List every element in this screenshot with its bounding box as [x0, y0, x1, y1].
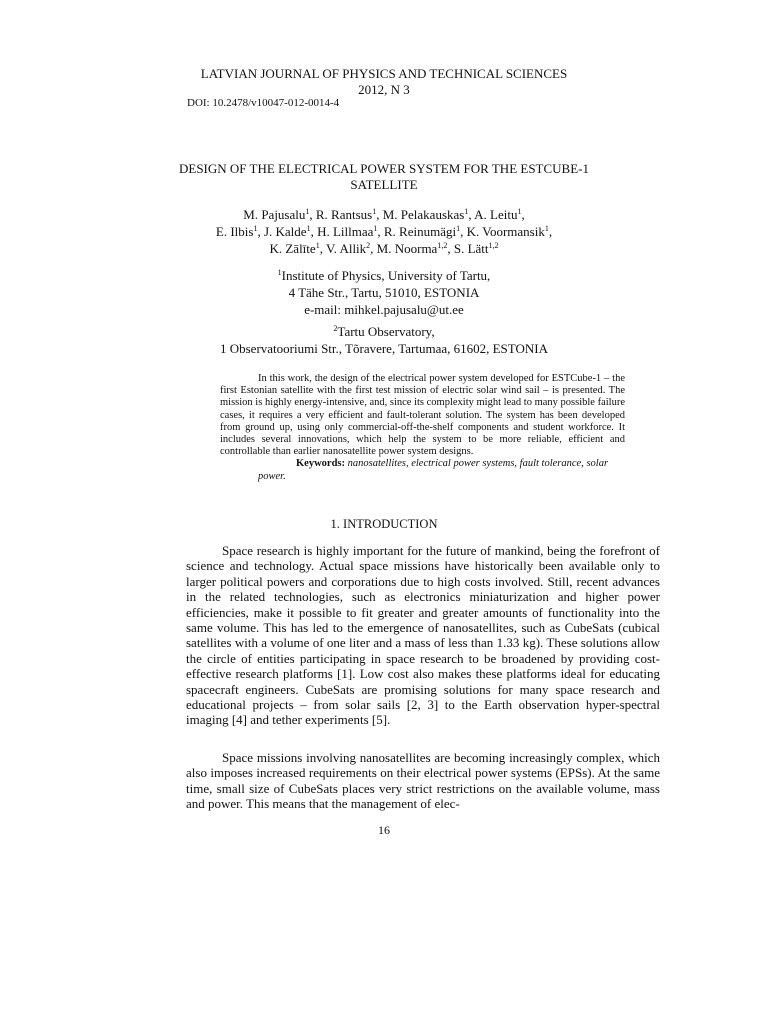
title-line-2: SATELLITE [350, 177, 418, 192]
author [383, 207, 474, 222]
author-affiliation-marker: 1 [517, 207, 522, 216]
author-affiliation-marker: 1 [544, 224, 549, 233]
author-name: M. Noorma [376, 241, 438, 256]
affiliation-1-address: 4 Tähe Str., Tartu, 51010, ESTONIA [288, 285, 480, 300]
affiliation-1-email: e-mail: mihkel.pajusalu@ut.ee [304, 302, 464, 317]
author-name: S. Lätt [453, 241, 489, 256]
affiliation-2 [0, 323, 768, 357]
author-name: A. Leitu [474, 207, 518, 222]
author [216, 224, 264, 239]
affiliation-1-institution: Institute of Physics, University of Tartu, [281, 268, 491, 283]
paragraph-text: Space missions involving nanosatellites are becoming increasingly complex, which also imposes increased requirements on their electrical power systems (EPSs). At the same time, small size of CubeSats places very strict restrictions on the available volume, mass and power. This means that the management of elec- [186, 750, 660, 812]
affiliation-1 [0, 267, 768, 318]
author-line-2 [0, 223, 768, 240]
abstract-text: In this work, the design of the electrical power system developed for ESTCube-1 – the first Estonian satellite with the first test mission of electric solar wind sail – is presented. The mission is highly energy-intensive, and, since its complexity might lead to many possible failure cases, it requires a very efficient and fault-tolerant solution. The system has been developed from ground up, using only commercial-off-the-shelf components and student workforce. It includes several innovations, which help the system to be more reliable, efficient and controllable than earlier nanosatellite power system designs. [220, 373, 625, 458]
author-name: R. Rantsus [315, 207, 373, 222]
author-separator: , [310, 224, 318, 239]
affiliation-2-marker: 2 [333, 324, 338, 333]
author-line-1 [0, 206, 768, 223]
keywords-text: nanosatellites, electrical power systems, fault tolerance, solar [347, 458, 609, 470]
author [316, 207, 383, 222]
author-separator: , [376, 207, 383, 222]
author [474, 207, 525, 222]
author-affiliation-marker: 1 [306, 224, 311, 233]
body-paragraph-1 [186, 543, 660, 728]
affiliation-2-institution: Tartu Observatory, [337, 324, 435, 339]
author [326, 241, 377, 256]
author-separator: , [319, 241, 326, 256]
author-name: V. Allik [325, 241, 367, 256]
author-separator: , [370, 241, 377, 256]
author-affiliation-marker: 1,2 [488, 241, 499, 250]
author-separator: , [377, 224, 384, 239]
author-name: M. Pajusalu [243, 207, 306, 222]
author-separator: , [460, 224, 467, 239]
journal-issue: 2012, N 3 [358, 82, 410, 97]
section-heading: 1. INTRODUCTION [330, 517, 438, 531]
author-name: M. Pelakauskas [382, 207, 465, 222]
author-affiliation-marker: 1 [464, 207, 469, 216]
keywords [220, 458, 625, 482]
title-line-1: DESIGN OF THE ELECTRICAL POWER SYSTEM FOR THE ESTCUBE-1 [179, 161, 589, 176]
author-affiliation-marker: 1 [315, 241, 320, 250]
author-separator: , [447, 241, 454, 256]
affiliation-1-name [0, 267, 768, 284]
author [269, 241, 325, 256]
affiliation-2-name [0, 323, 768, 340]
affiliation-2-address: 1 Observatooriumi Str., Tõravere, Tartumaa, 61602, ESTONIA [219, 341, 548, 356]
author-name: R. Reinumägi [383, 224, 457, 239]
author [377, 241, 454, 256]
author [264, 224, 317, 239]
author-affiliation-marker: 2 [366, 241, 371, 250]
keywords-label: Keywords: [296, 458, 345, 470]
author-list [0, 206, 768, 257]
author [317, 224, 384, 239]
doi: DOI: 10.2478/v10047-012-0014-4 [187, 97, 340, 109]
author [454, 241, 499, 256]
author-affiliation-marker: 1 [456, 224, 461, 233]
author-affiliation-marker: 1 [305, 207, 310, 216]
journal-name: LATVIAN JOURNAL OF PHYSICS AND TECHNICAL SCIENCES [200, 66, 568, 81]
author-separator: , [309, 207, 316, 222]
paragraph-text: Space research is highly important for the future of mankind, being the forefront of science and technology. Actual space missions have historically been available only to larger political powers and corporations due to high costs involved. Still, recent advances in the related technologies, such as electronics miniaturization and higher power efficiencies, make it possible to fit greater and greater amounts of functionality into the same volume. This has led to the emergence of nanosatellites, such as CubeSats (cubical satellites with a volume of one liter and a mass of less than 1.33 kg). These solutions allow the circle of entities participating in space research to be broadened by providing cost-effective research platforms [1]. Low cost also makes these platforms ideal for educating spacecraft engineers. CubeSats are promising solutions for many space research and educational projects – from solar sails [2, 3] to the Earth observation hyper-spectral imaging [4] and tether experiments [5]. [186, 543, 660, 728]
affiliation-1-marker: 1 [277, 268, 282, 277]
author [467, 224, 553, 239]
body-paragraph-2 [186, 750, 660, 812]
author-separator: , [521, 207, 525, 222]
author-affiliation-marker: 1,2 [437, 241, 448, 250]
author-name: J. Kalde [263, 224, 307, 239]
author-name: K. Voormansik [466, 224, 545, 239]
author-separator: , [468, 207, 475, 222]
author-line-3 [0, 240, 768, 257]
author-name: K. Zālīte [269, 241, 316, 256]
abstract [220, 373, 625, 483]
author-separator: , [257, 224, 264, 239]
author-affiliation-marker: 1 [253, 224, 258, 233]
page-number: 16 [378, 823, 390, 837]
author-affiliation-marker: 1 [373, 224, 378, 233]
author-affiliation-marker: 1 [372, 207, 377, 216]
author-name: E. Ilbis [215, 224, 254, 239]
keywords-text-continued: power. [258, 470, 286, 482]
author-separator: , [548, 224, 553, 239]
paper-title [0, 161, 768, 193]
author [384, 224, 467, 239]
author-name: H. Lillmaa [317, 224, 374, 239]
author [243, 207, 316, 222]
